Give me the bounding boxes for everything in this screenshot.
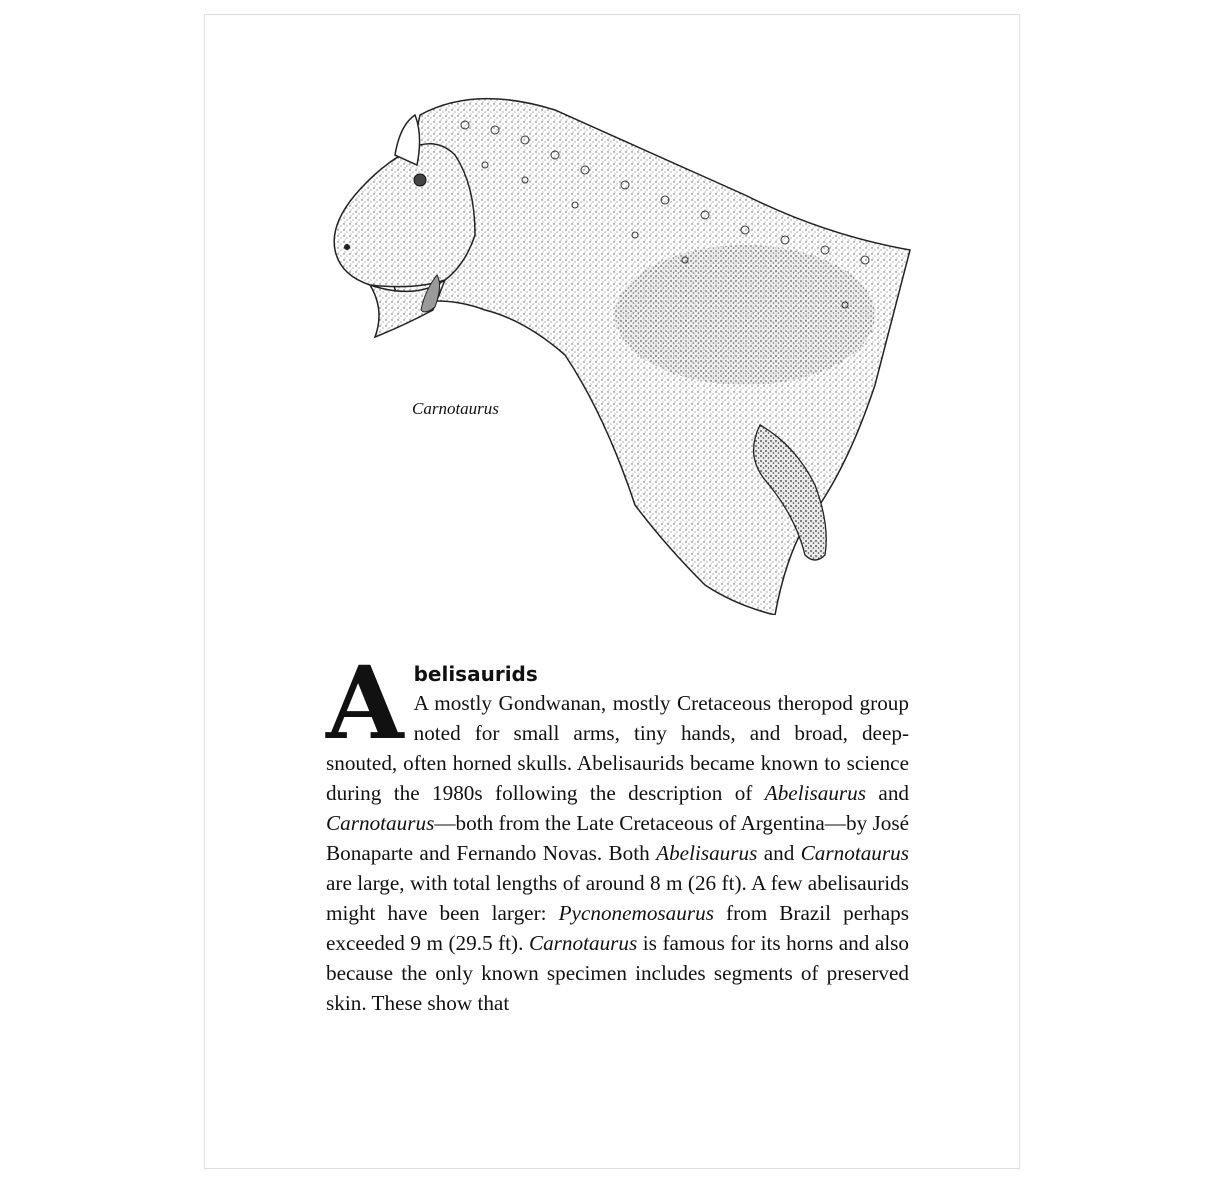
book-page [204,14,1020,1169]
body-text-run: from Brazil perhaps exceeded 9 m (29.5 ft). [326,901,909,955]
article [326,644,910,1018]
italic-taxon-name: Abelisaurus [764,781,866,805]
body-text-run: A mostly Gondwanan, mostly Cretaceous theropod group noted for small arms, tiny hands, and broad, deep-snouted, often horned skulls. Abelisaurids became known to science during the 1980s following the description of [326,691,909,805]
article-body [326,688,909,1018]
body-text-run: is famous for its horns and also because the only known specimen includes segments of preserved skin. These show that [326,931,909,1015]
italic-taxon-name: Carnotaurus [800,841,909,865]
drop-cap: A [326,644,404,762]
italic-taxon-name: Pycnonemosaurus [558,901,714,925]
italic-taxon-name: Carnotaurus [528,931,638,955]
body-text-run: are large, with total lengths of around 8 m (26 ft). A few abelisaurids might have been larger: [326,871,909,925]
body-text-run: and [866,781,910,805]
figure-caption: Carnotaurus [412,399,499,418]
body-text-run: —both from the Late Cretaceous of Argentina—by José Bonaparte and Fernando Novas. Both [326,811,909,865]
italic-taxon-name: Carnotaurus [326,811,435,835]
section-heading: belisaurids [413,662,538,686]
body-text-run: and [757,841,801,865]
italic-taxon-name: Abelisaurus [656,841,758,865]
carnotaurus-illustration [325,85,935,615]
